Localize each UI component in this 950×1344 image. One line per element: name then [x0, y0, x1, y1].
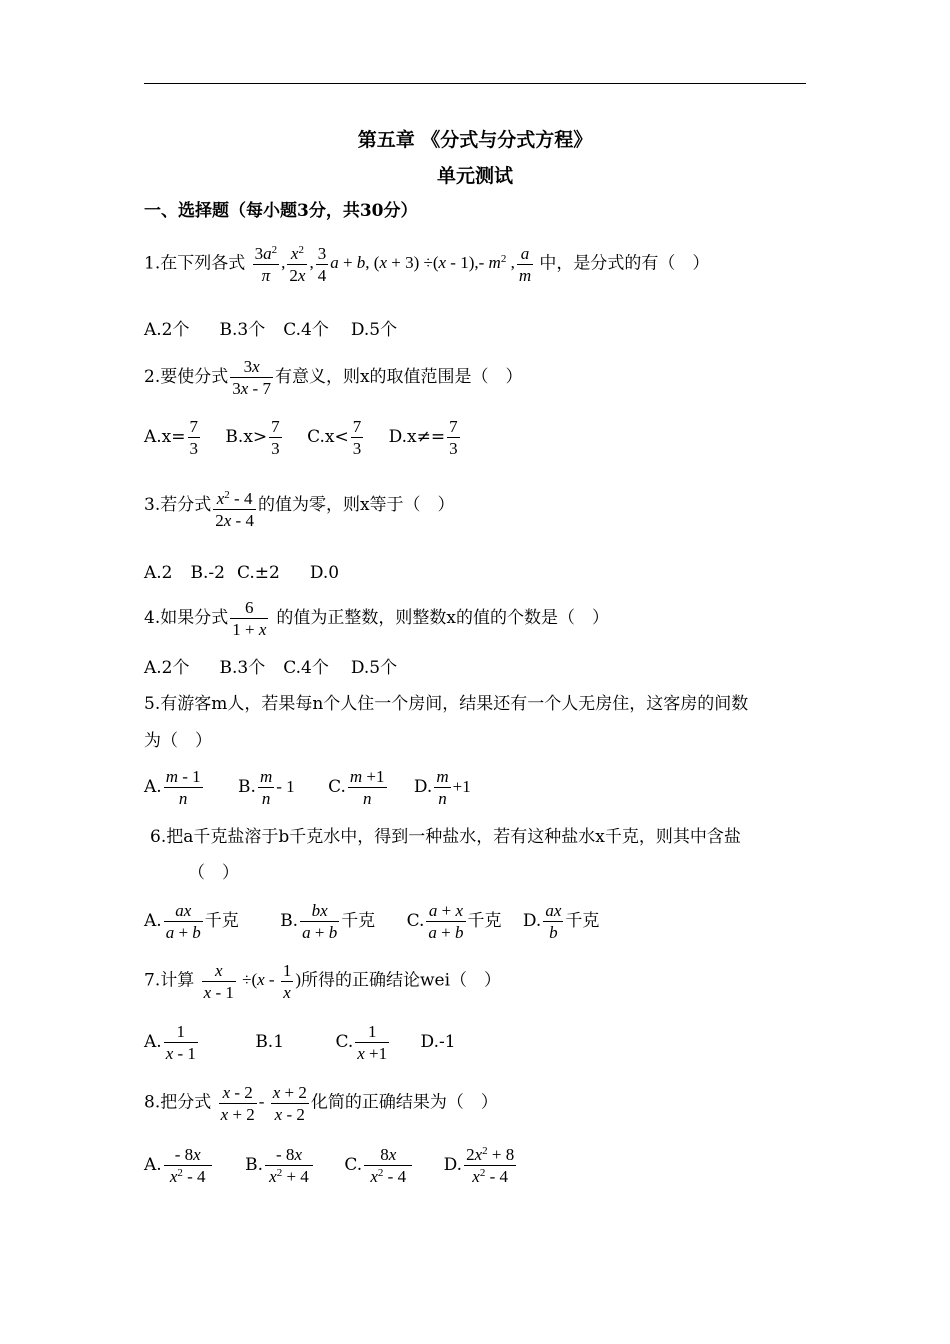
- q7-stem-before: 计算: [160, 970, 195, 991]
- q2-option-d[interactable]: D.x≠= $\frac{7}{3}$: [388, 417, 458, 458]
- q2-option-c[interactable]: C.x< $\frac{7}{3}$: [307, 417, 362, 458]
- q6-options: [144, 900, 599, 943]
- q5-number: 5.: [144, 694, 161, 714]
- q2-option-a[interactable]: A.x= $\frac{7}{3}$: [144, 417, 199, 458]
- q5-option-d[interactable]: D. $\frac{m}{n}$ +1: [413, 767, 471, 808]
- q5-option-c[interactable]: C. $\frac{m +1}{n}$: [328, 767, 385, 808]
- q1-stem-before: 在下列各式: [160, 253, 246, 274]
- question-7: [144, 960, 501, 1003]
- question-5: [144, 693, 748, 715]
- subtitle: 单元测试: [436, 165, 513, 187]
- question-8: [144, 1082, 498, 1125]
- q5-stem-line2: 为（ ）: [144, 731, 212, 751]
- question-1: [144, 243, 709, 286]
- q8-option-a[interactable]: A. $\frac{- 8x}{x^2 - 4}$: [144, 1155, 214, 1175]
- q7-number: 7.: [144, 970, 161, 991]
- q3-stem-after: 的值为零，则x等于（ ）: [257, 495, 455, 515]
- q5-options: [144, 766, 471, 809]
- q8-option-d[interactable]: D. $\frac{2x^2 + 8}{x^2 - 4}$: [443, 1145, 515, 1186]
- q8-number: 8.: [144, 1092, 161, 1113]
- q4-option-d[interactable]: D.5个: [350, 658, 398, 678]
- q2-number: 2.: [144, 367, 161, 387]
- top-rule: [144, 83, 806, 84]
- question-2: [144, 356, 523, 399]
- q5-stem-line1: 有游客m人，若果每n个人住一个房间，结果还有一个人无房住，这客房的间数: [160, 694, 749, 714]
- q8-expression: $\frac{x - 2}{x + 2}$ - $\frac{x + 2}{x - 2}$: [220, 1083, 307, 1124]
- q6-option-c[interactable]: C. $\frac{a + x}{a + b}$ 千克: [406, 901, 502, 942]
- q4-option-a[interactable]: A.2个: [144, 658, 190, 678]
- q6-number: 6.: [150, 827, 167, 847]
- q8-stem-before: 把分式: [160, 1092, 212, 1113]
- q1-expressions: $\frac{3a^2}{\pi}$ , $\frac{x^2}{2x}$ , $\frac{3}{4}$ a + b, (x + 3) ÷(x - 1),- $m^2$ , $\frac{a}{m}$: [254, 244, 532, 285]
- q7-stem-after: 所得的正确结论wei（ ）: [301, 970, 502, 991]
- q2-stem-before: 要使分式: [160, 367, 229, 387]
- q7-expression: $\frac{x}{x - 1}$ ÷(x - $\frac{1}{x}$ ): [203, 961, 301, 1002]
- q3-option-a[interactable]: A.2: [144, 563, 173, 583]
- q4-option-b[interactable]: B.3个: [219, 658, 266, 678]
- q3-number: 3.: [144, 495, 161, 515]
- q7-option-a[interactable]: A. $\frac{1}{x - 1}$: [144, 1022, 196, 1063]
- q6-option-a[interactable]: A. $\frac{ax}{a + b}$ 千克: [144, 901, 239, 942]
- question-6: [150, 826, 741, 848]
- q3-option-c[interactable]: C.±2: [236, 563, 280, 583]
- q4-stem-after: 的值为正整数，则整数x的值的个数是（ ）: [276, 608, 609, 628]
- q8-option-b[interactable]: B. $\frac{- 8x}{x^2 + 4}$: [245, 1155, 315, 1175]
- question-4: [144, 597, 609, 640]
- q4-options: [144, 657, 397, 679]
- q6-option-d[interactable]: D. $\frac{ax}{b}$ 千克: [522, 901, 600, 942]
- q8-stem-after: 化简的正确结果为（ ）: [310, 1092, 498, 1113]
- q8-options: [144, 1144, 518, 1187]
- q8-option-c[interactable]: C. $\frac{8x}{x^2 - 4}$: [344, 1155, 414, 1175]
- q4-fraction: $\frac{6}{1 + x}$: [232, 598, 267, 639]
- chapter-title: 第五章 《分式与分式方程》: [357, 129, 593, 151]
- q5-option-b[interactable]: B. $\frac{m}{n}$ - 1: [238, 767, 295, 808]
- q1-option-c[interactable]: C.4个: [283, 320, 329, 340]
- question-3: [144, 488, 455, 531]
- q3-options: [144, 562, 339, 584]
- q3-stem-before: 若分式: [160, 495, 212, 515]
- q5-option-a[interactable]: A. $\frac{m - 1}{n}$: [144, 767, 201, 808]
- section-label: 一、选择题（每小题3分，共30分）: [144, 201, 418, 221]
- q6-stem-line1: 把a千克盐溶于b千克水中，得到一种盐水，若有这种盐水x千克，则其中含盐: [166, 827, 741, 847]
- q6-stem-line2: （ ）: [188, 863, 239, 883]
- q2-options: [144, 416, 462, 459]
- q4-option-c[interactable]: C.4个: [283, 658, 329, 678]
- q7-option-c[interactable]: C. $\frac{1}{x +1}$: [335, 1022, 388, 1063]
- q7-option-d[interactable]: D.-1: [420, 1032, 456, 1052]
- q1-stem-after: 中，是分式的有（ ）: [539, 253, 710, 274]
- q2-option-b[interactable]: B.x> $\frac{7}{3}$: [225, 417, 280, 458]
- q2-stem-after: 有意义，则x的取值范围是（ ）: [274, 367, 523, 387]
- q3-fraction: $\frac{x^2 - 4}{2x - 4}$: [215, 489, 254, 530]
- q1-option-a[interactable]: A.2个: [144, 320, 190, 340]
- q1-options: [144, 319, 397, 341]
- q4-number: 4.: [144, 608, 161, 628]
- q7-options: [144, 1021, 456, 1064]
- q1-option-b[interactable]: B.3个: [219, 320, 266, 340]
- q7-option-b[interactable]: B.1: [255, 1032, 285, 1052]
- q6-option-b[interactable]: B. $\frac{bx}{a + b}$ 千克: [280, 901, 376, 942]
- q3-option-d[interactable]: D.0: [309, 563, 340, 583]
- q3-option-b[interactable]: B.-2: [190, 563, 225, 583]
- q1-number: 1.: [144, 253, 161, 274]
- q2-fraction: $\frac{3x}{3x - 7}$: [232, 357, 271, 398]
- q1-option-d[interactable]: D.5个: [350, 320, 398, 340]
- q4-stem-before: 如果分式: [160, 608, 229, 628]
